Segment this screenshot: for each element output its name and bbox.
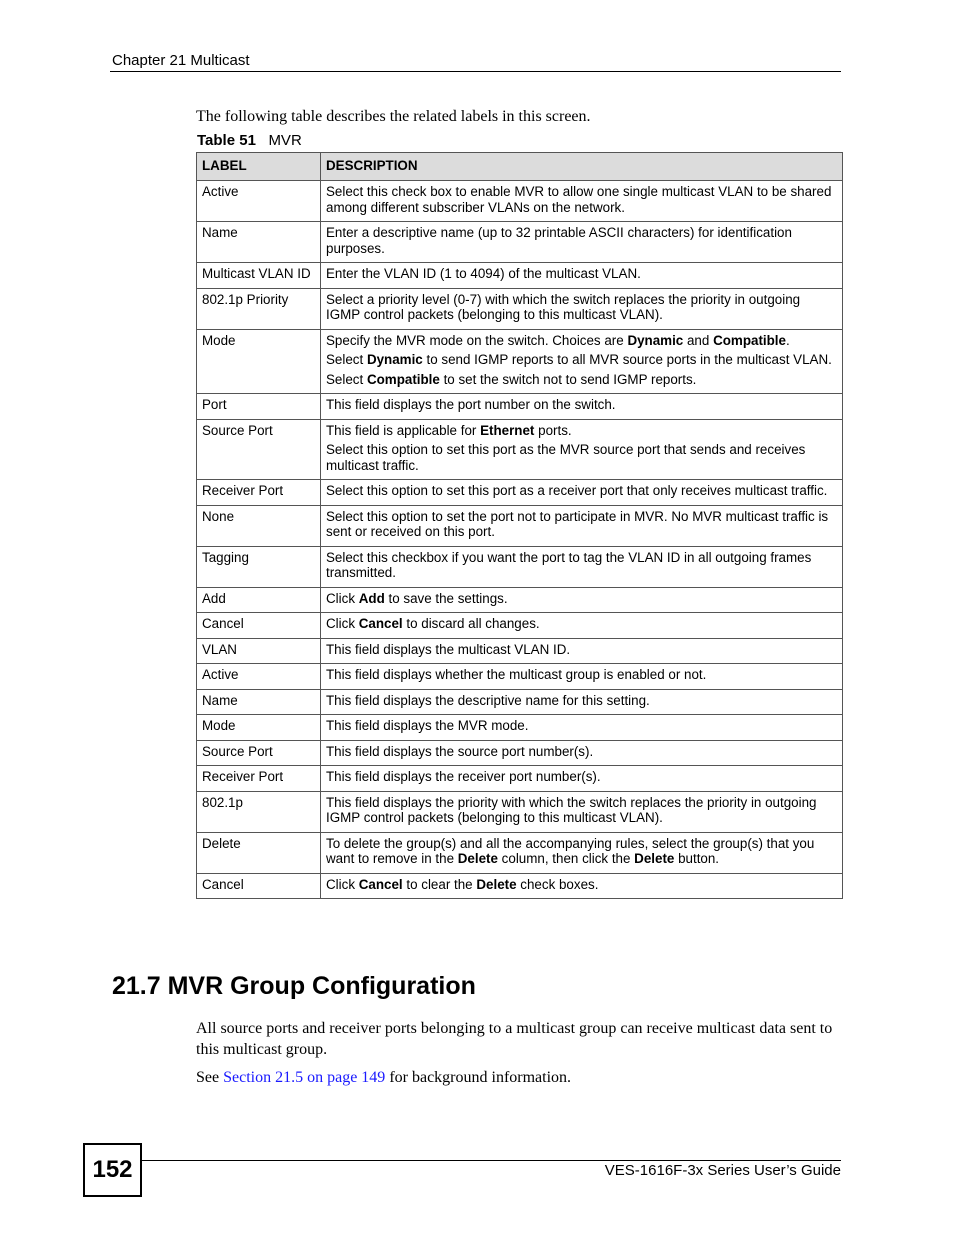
description-paragraph: Click Cancel to clear the Delete check boxes.	[326, 876, 599, 892]
row-label: Cancel	[197, 873, 321, 899]
table-row	[197, 394, 843, 420]
row-description	[321, 613, 843, 639]
row-label: Name	[197, 689, 321, 715]
section-link[interactable]: Section 21.5 on page 149	[223, 1069, 386, 1086]
header-rule	[110, 71, 841, 72]
description-paragraph: Enter a descriptive name (up to 32 printable ASCII characters) for identification purposes.	[326, 225, 792, 256]
description-paragraph: Specify the MVR mode on the switch. Choices are Dynamic and Compatible.	[326, 332, 790, 348]
description-paragraph: This field displays the descriptive name for this setting.	[326, 692, 650, 708]
row-label: Mode	[197, 715, 321, 741]
table-row	[197, 613, 843, 639]
table-row	[197, 740, 843, 766]
table-row	[197, 638, 843, 664]
description-paragraph: Select a priority level (0-7) with which the switch replaces the priority in outgoing IGMP control packets (belonging to this multicast VLAN).	[326, 291, 801, 322]
table-row	[197, 715, 843, 741]
description-paragraph: This field displays the priority with which the switch replaces the priority in outgoing IGMP control packets (belonging to this multicast VLAN).	[326, 794, 817, 825]
table-row	[197, 480, 843, 506]
table-row	[197, 288, 843, 329]
row-label: Name	[197, 222, 321, 263]
page-number: 152	[83, 1143, 142, 1197]
row-description	[321, 329, 843, 394]
row-description	[321, 740, 843, 766]
description-paragraph: Select this check box to enable MVR to allow one single multicast VLAN to be shared among different subscriber VLANs on the network.	[326, 184, 832, 215]
row-label: Add	[197, 587, 321, 613]
row-description	[321, 222, 843, 263]
row-description	[321, 832, 843, 873]
description-paragraph: This field displays the receiver port number(s).	[326, 769, 601, 784]
row-label: 802.1p Priority	[197, 288, 321, 329]
table-row	[197, 664, 843, 690]
row-description	[321, 480, 843, 506]
table-row	[197, 222, 843, 263]
row-description	[321, 394, 843, 420]
row-label: Cancel	[197, 613, 321, 639]
table-row	[197, 546, 843, 587]
description-paragraph: Click Cancel to discard all changes.	[326, 616, 540, 631]
row-description	[321, 766, 843, 792]
row-description	[321, 715, 843, 741]
table-caption	[197, 132, 302, 149]
row-label: Multicast VLAN ID	[197, 263, 321, 289]
row-description	[321, 263, 843, 289]
description-paragraph: This field displays the MVR mode.	[326, 718, 529, 733]
row-label: Port	[197, 394, 321, 420]
description-paragraph: This field displays the port number on the switch.	[326, 397, 616, 412]
section-paragraph: All source ports and receiver ports belonging to a multicast group can receive multicast data sent to this multicast group.	[196, 1020, 833, 1058]
row-description	[321, 791, 843, 832]
table-row	[197, 263, 843, 289]
row-label: None	[197, 505, 321, 546]
column-header-description: DESCRIPTION	[321, 153, 843, 181]
table-row	[197, 419, 843, 480]
description-paragraph: To delete the group(s) and all the accompanying rules, select the group(s) that you want to remove in the Delete column, then click the Delete button.	[326, 835, 815, 866]
row-description	[321, 419, 843, 480]
row-label: VLAN	[197, 638, 321, 664]
row-description	[321, 546, 843, 587]
table-row	[197, 181, 843, 222]
row-description	[321, 664, 843, 690]
description-paragraph: Select this option to set the port not to participate in MVR. No MVR multicast traffic is sent or received on this port.	[326, 508, 829, 539]
description-paragraph: Enter the VLAN ID (1 to 4094) of the multicast VLAN.	[326, 266, 641, 281]
intro-text: The following table describes the related labels in this screen.	[196, 108, 591, 125]
row-label: Source Port	[197, 740, 321, 766]
table-row	[197, 587, 843, 613]
table-header-row	[197, 153, 843, 181]
table-body	[197, 181, 843, 899]
row-description	[321, 638, 843, 664]
description-paragraph: This field displays the multicast VLAN ID.	[326, 641, 571, 657]
description-paragraph: Click Add to save the settings.	[326, 590, 508, 606]
table-row	[197, 329, 843, 394]
row-label: Active	[197, 664, 321, 690]
row-label: Delete	[197, 832, 321, 873]
row-label: Tagging	[197, 546, 321, 587]
row-label: Source Port	[197, 419, 321, 480]
guide-title: VES-1616F-3x Series User’s Guide	[604, 1162, 841, 1179]
row-description	[321, 505, 843, 546]
section-reference	[196, 1067, 846, 1088]
table-row	[197, 689, 843, 715]
description-paragraph: Select this checkbox if you want the port to tag the VLAN ID in all outgoing frames transmitted.	[326, 549, 812, 580]
row-description	[321, 587, 843, 613]
row-label: Receiver Port	[197, 480, 321, 506]
running-header: Chapter 21 Multicast	[112, 52, 250, 69]
mvr-table	[196, 152, 843, 899]
description-paragraph: Select Compatible to set the switch not to send IGMP reports.	[326, 371, 697, 387]
row-label: Receiver Port	[197, 766, 321, 792]
row-description	[321, 288, 843, 329]
table-caption-title: MVR	[268, 132, 302, 149]
table-row	[197, 505, 843, 546]
table-row	[197, 873, 843, 899]
description-paragraph: This field displays whether the multicast group is enabled or not.	[326, 667, 707, 682]
row-label: 802.1p	[197, 791, 321, 832]
table-caption-number: Table 51	[197, 132, 256, 149]
row-label: Mode	[197, 329, 321, 394]
table-row	[197, 832, 843, 873]
description-paragraph: This field displays the source port number(s).	[326, 743, 594, 759]
table-row	[197, 766, 843, 792]
description-paragraph: This field is applicable for Ethernet ports.	[326, 422, 572, 438]
column-header-label: LABEL	[197, 153, 321, 181]
reference-prefix: See	[196, 1069, 224, 1086]
table-row	[197, 791, 843, 832]
description-paragraph: Select Dynamic to send IGMP reports to all MVR source ports in the multicast VLAN.	[326, 352, 832, 367]
row-label: Active	[197, 181, 321, 222]
section-title: 21.7 MVR Group Configuration	[112, 972, 476, 1000]
footer-rule	[140, 1160, 841, 1161]
row-description	[321, 689, 843, 715]
row-description	[321, 181, 843, 222]
reference-suffix: for background information.	[385, 1069, 572, 1086]
description-paragraph: Select this option to set this port as a receiver port that only receives multicast traffic.	[326, 483, 828, 498]
description-paragraph: Select this option to set this port as the MVR source port that sends and receives multicast traffic.	[326, 442, 806, 473]
row-description	[321, 873, 843, 899]
